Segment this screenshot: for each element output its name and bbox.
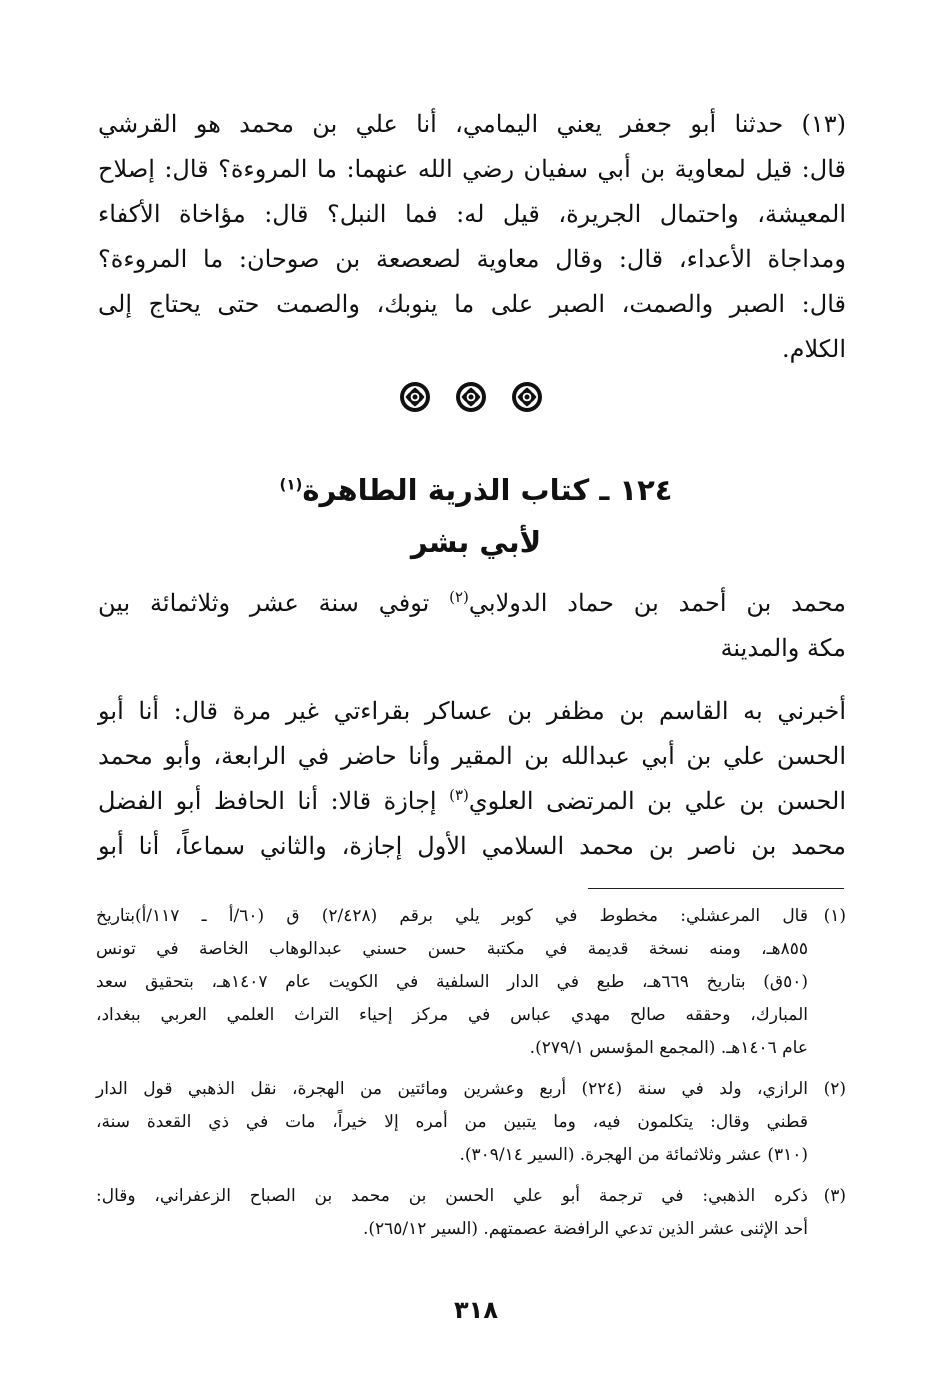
- knot-medallion-icon: [454, 380, 488, 414]
- text-line: [98, 581, 846, 626]
- text-segment: الحسن بن علي بن المرتضى العلوي: [468, 787, 846, 815]
- text-line: الكلام.: [781, 335, 846, 363]
- footnote-line: قال المرعشلي: مخطوط في كوبر يلي برقم (٢/٤٢٨) ق (٦٠/أ ـ ١١٧/أ)بتاريخ: [96, 906, 808, 926]
- section-title: [0, 473, 952, 507]
- text-line: مكة والمدينة: [720, 634, 846, 662]
- text-line: المعيشة، واحتمال الجريرة، قيل له: فما النبل؟ قال: مؤاخاة الأكفاء: [98, 200, 846, 228]
- footnote: [96, 1073, 846, 1172]
- footnote-separator: [588, 888, 844, 889]
- text-line: محمد بن ناصر بن محمد السلامي الأول إجازة، والثاني سماعاً، أنا أبو: [98, 832, 847, 860]
- text-line: [98, 779, 846, 824]
- footnote-number: (١): [823, 906, 846, 926]
- text-segment: محمد بن أحمد بن حماد الدولابي: [468, 589, 846, 617]
- text-line: ومداجاة الأعداء، قال: وقال معاوية لصعصعة بن صوحان: ما المروءة؟: [98, 245, 846, 273]
- footnote-number: (٣): [823, 1186, 846, 1206]
- footnote-line: قطني وقال: يتكلمون فيه، وما يتبين من أمره إلا خيراً، مات في ذي القعدة سنة،: [96, 1112, 808, 1132]
- paragraph-narration-13: [98, 102, 846, 372]
- text-segment: إجازة قالا: أنا الحافظ أبو الفضل: [98, 787, 450, 815]
- text-segment: توفي سنة عشر وثلاثمائة بين: [98, 589, 450, 617]
- footnote-line: عام ١٤٠٦هـ. (المجمع المؤسس ٢٧٩/١).: [529, 1038, 808, 1058]
- footnote: [96, 1180, 846, 1246]
- text-line: (١٣) حدثنا أبو جعفر يعني اليمامي، أنا علي بن محمد هو القرشي: [98, 110, 846, 138]
- knot-medallion-icon: [510, 380, 544, 414]
- footnote-line: الرازي، ولد في سنة (٢٢٤) أربع وعشرين ومائتين من الهجرة، نقل الذهبي قول الدار: [96, 1079, 808, 1099]
- text-line: قال: الصبر والصمت، الصبر على ما ينوبك، والصمت حتى يحتاج إلى: [98, 290, 846, 318]
- footnote-ref: (١): [279, 475, 303, 494]
- section-subtitle: لأبي بشر: [410, 525, 542, 559]
- footnote-line: ٨٥٥هـ، ومنه نسخة قديمة في مكتبة حسن حسني عبدالوهاب الخاصة في تونس: [96, 939, 808, 959]
- page-number: ٣١٨: [454, 1296, 498, 1324]
- footnote: [96, 900, 846, 1065]
- footnote-line: أحد الإثنى عشر الذين تدعي الرافضة عصمتهم. (السير ٢٦٥/١٢).: [362, 1219, 808, 1239]
- text-line: الحسن علي بن أبي عبدالله بن المقير وأنا حاضر في الرابعة، وأبو محمد: [98, 742, 846, 770]
- footnote-ref: (٣): [449, 786, 469, 804]
- footnote-line: (٣١٠) عشر وثلاثمائة من الهجرة. (السير ٣٠٩/١٤).: [459, 1145, 808, 1165]
- footnote-number: (٢): [823, 1079, 846, 1099]
- footnote-ref: (٢): [449, 588, 469, 606]
- footnote-line: ذكره الذهبي: في ترجمة أبو علي الحسن بن محمد بن الصباح الزعفراني، وقال:: [96, 1186, 808, 1206]
- paragraph-isnad: [98, 689, 846, 869]
- paragraph-author-bio: [98, 581, 846, 671]
- text-line: قال: قيل لمعاوية بن أبي سفيان رضي الله عنهما: ما المروءة؟ قال: إصلاح: [98, 155, 846, 183]
- knot-medallion-icon: [398, 380, 432, 414]
- section-divider-ornaments: [0, 380, 952, 424]
- footnotes: [96, 900, 846, 1254]
- footnote-line: (٥٠ق) بتاريخ ٦٦٩هـ، طبع في الدار السلفية في الكويت عام ١٤٠٧هـ، بتحقيق سعد: [96, 972, 808, 992]
- section-title-text: ١٢٤ ـ كتاب الذرية الطاهرة: [302, 473, 673, 507]
- footnote-line: المبارك، وحققه صالح مهدي عباس في مركز إحياء التراث العلمي العربي ببغداد،: [96, 1005, 808, 1025]
- text-line: أخبرني به القاسم بن مظفر بن عساكر بقراءتي غير مرة قال: أنا أبو: [98, 697, 846, 725]
